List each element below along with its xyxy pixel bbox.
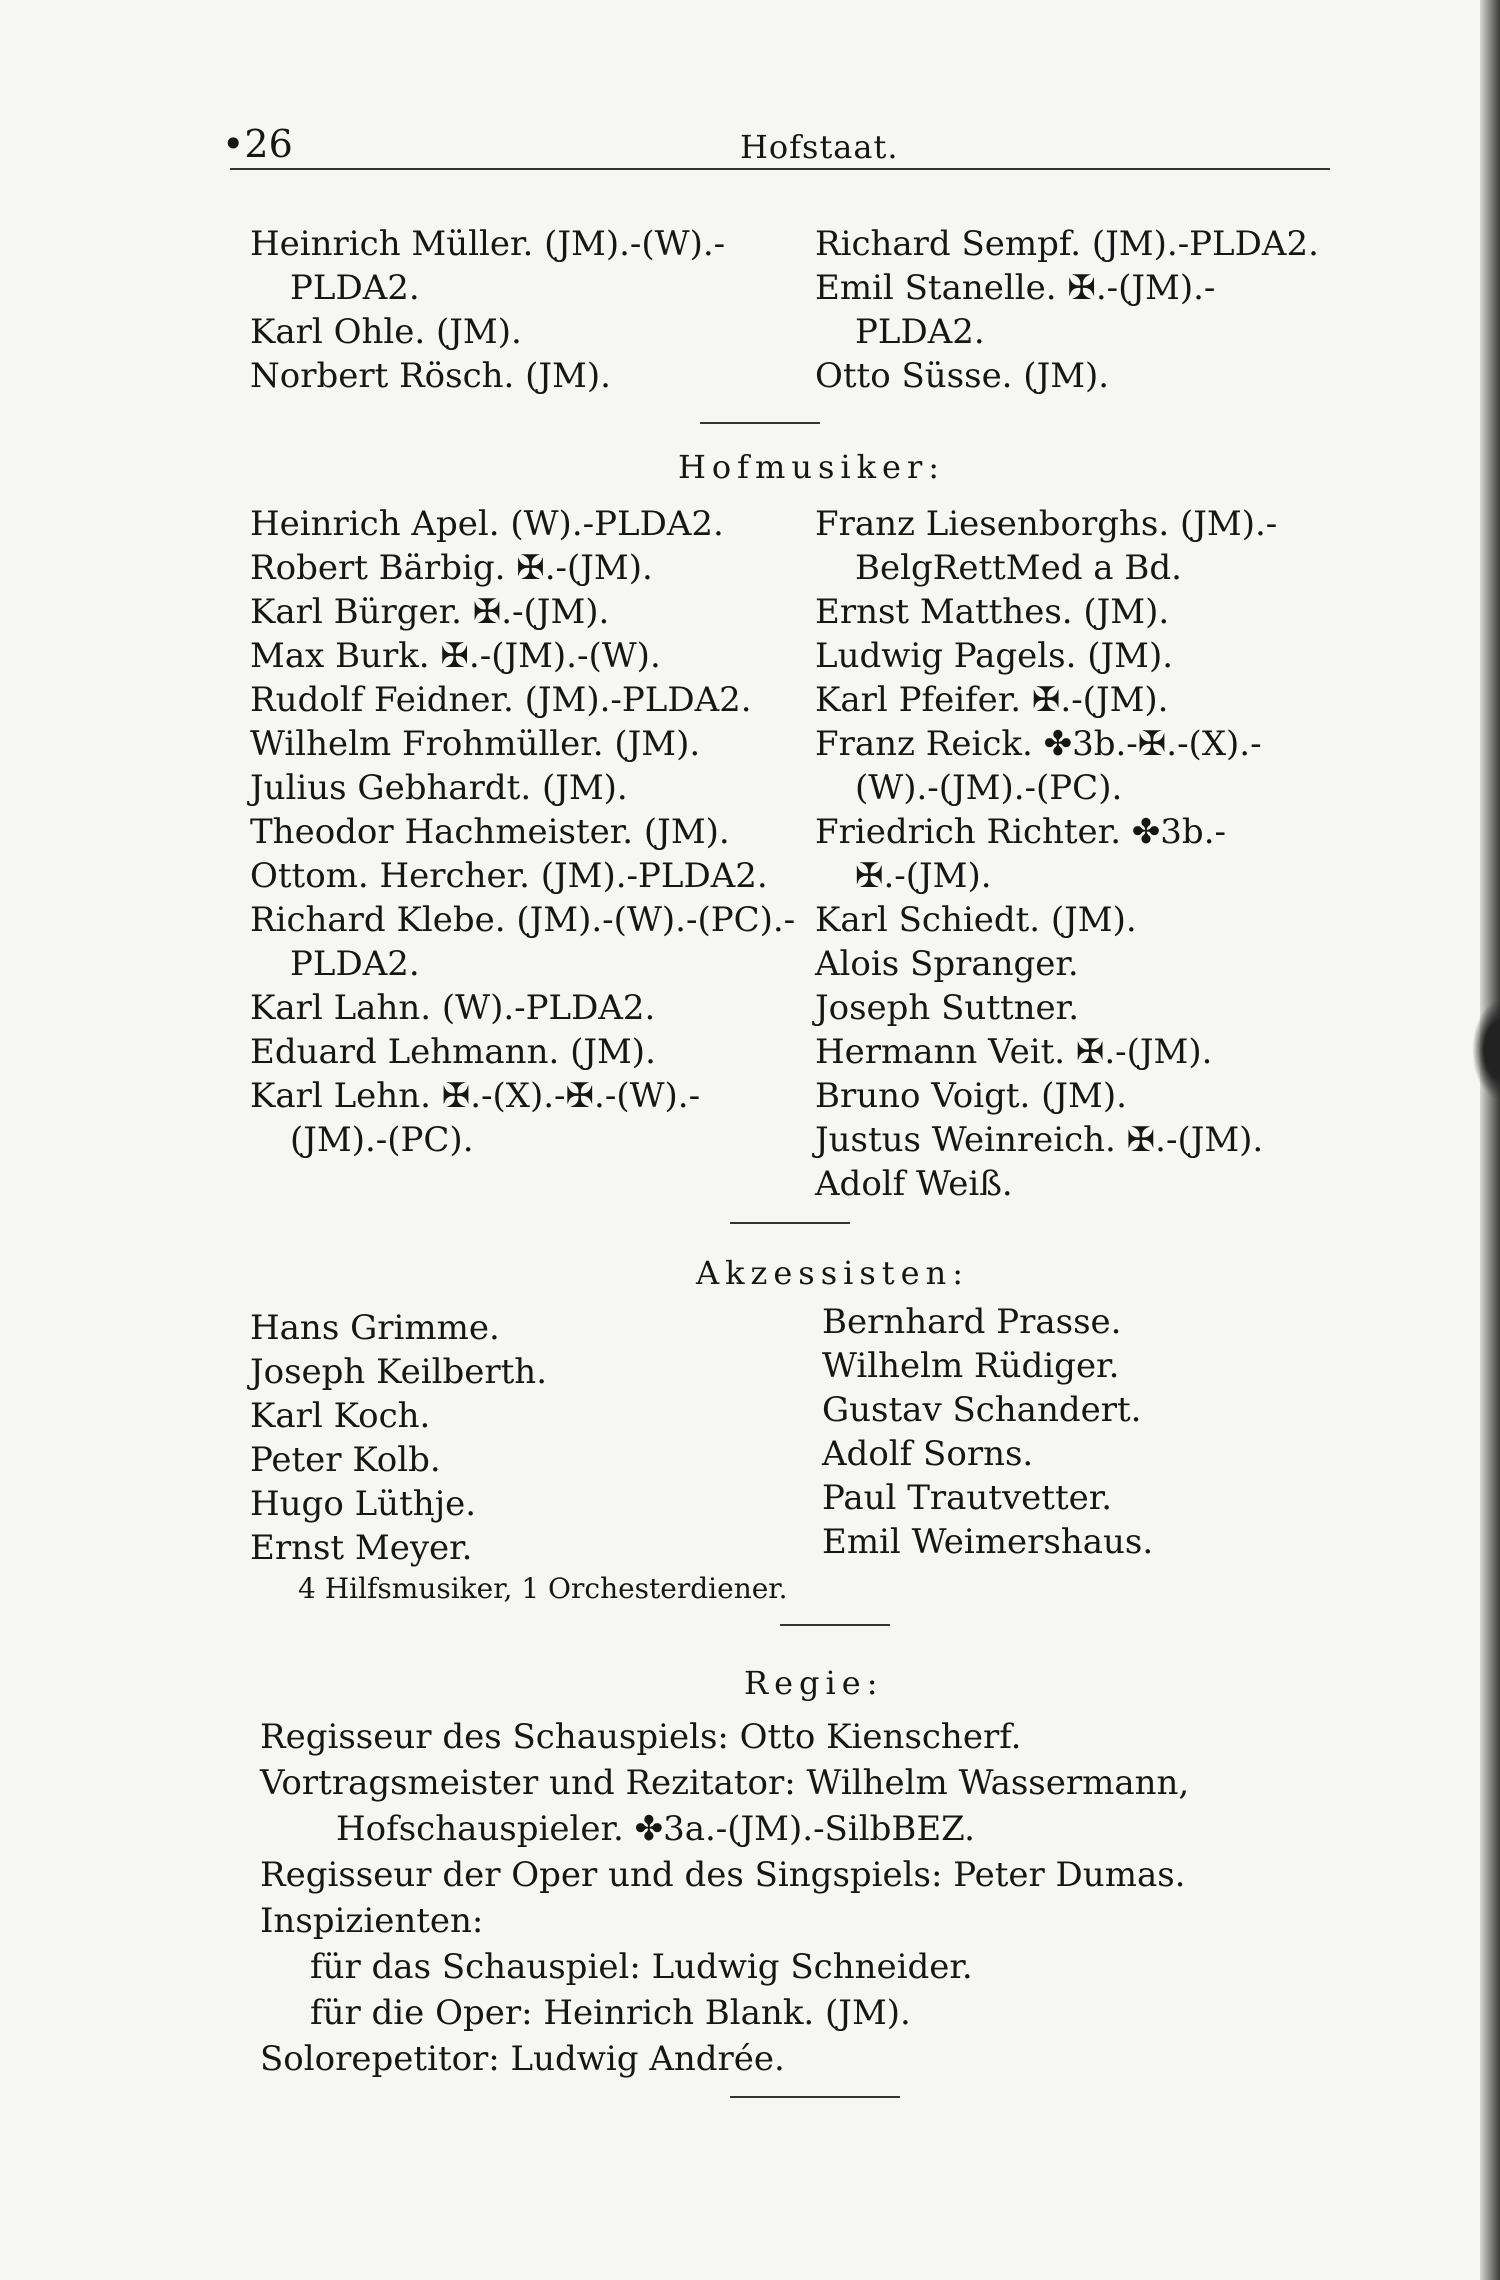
entry: Emil Weimershaus.	[822, 1522, 1154, 1562]
entry: Theodor Hachmeister. (JM).	[250, 812, 730, 852]
entry: Karl Pfeifer. ✠.-(JM).	[815, 680, 1169, 720]
entry: PLDA2.	[855, 312, 985, 352]
top-left-column	[250, 222, 810, 398]
regie-line: Inspizienten:	[260, 1901, 484, 1941]
entry: Adolf Sorns.	[822, 1434, 1034, 1474]
scan-blot	[1472, 1000, 1500, 1100]
entry: Joseph Keilberth.	[250, 1352, 548, 1392]
footer-divider	[730, 2096, 900, 2098]
entry: Wilhelm Frohmüller. (JM).	[250, 724, 701, 764]
entry: Bruno Voigt. (JM).	[815, 1076, 1127, 1116]
entry: Richard Klebe. (JM).-(W).-(PC).-	[250, 900, 796, 940]
entry: Hans Grimme.	[250, 1308, 500, 1348]
section-title-akzessisten: Akzessisten:	[696, 1254, 969, 1292]
entry: Max Burk. ✠.-(JM).-(W).	[250, 636, 661, 676]
hofmusiker-right-column	[815, 502, 1375, 1206]
entry: Wilhelm Rüdiger.	[822, 1346, 1120, 1386]
entry: Eduard Lehmann. (JM).	[250, 1032, 656, 1072]
entry: Franz Reick. ✤3b.-✠.-(X).-	[815, 724, 1262, 764]
entry: Heinrich Apel. (W).-PLDA2.	[250, 504, 724, 544]
regie-line: für das Schauspiel: Ludwig Schneider.	[310, 1947, 973, 1987]
regie-block	[260, 1714, 1380, 2082]
entry: PLDA2.	[290, 268, 420, 308]
section-title-hofmusiker: Hofmusiker:	[678, 448, 946, 486]
regie-line: Hofschauspieler. ✤3a.-(JM).-SilbBEZ.	[336, 1809, 975, 1849]
entry: (JM).-(PC).	[290, 1120, 474, 1160]
entry: Hugo Lüthje.	[250, 1484, 477, 1524]
akzessisten-left-column	[250, 1306, 810, 1570]
entry: Karl Schiedt. (JM).	[815, 900, 1137, 940]
entry: Karl Bürger. ✠.-(JM).	[250, 592, 610, 632]
regie-line: Vortragsmeister und Rezitator: Wilhelm Wassermann,	[260, 1763, 1190, 1803]
entry: PLDA2.	[290, 944, 420, 984]
entry: Karl Lahn. (W).-PLDA2.	[250, 988, 656, 1028]
auxiliary-staff-note: 4 Hilfsmusiker, 1 Orchesterdiener.	[298, 1572, 788, 1605]
entry: Richard Sempf. (JM).-PLDA2.	[815, 224, 1319, 264]
entry: Ernst Meyer.	[250, 1528, 473, 1568]
entry: Ernst Matthes. (JM).	[815, 592, 1170, 632]
entry: Bernhard Prasse.	[822, 1302, 1122, 1342]
running-title: Hofstaat.	[740, 128, 899, 166]
header-rule	[230, 168, 1330, 170]
entry: Ludwig Pagels. (JM).	[815, 636, 1174, 676]
page-number: •26	[222, 122, 293, 166]
entry: Friedrich Richter. ✤3b.-	[815, 812, 1226, 852]
entry: Paul Trautvetter.	[822, 1478, 1113, 1518]
entry: ✠.-(JM).	[855, 856, 992, 896]
entry: Franz Liesenborghs. (JM).-	[815, 504, 1278, 544]
entry: Heinrich Müller. (JM).-(W).-	[250, 224, 726, 264]
entry: Emil Stanelle. ✠.-(JM).-	[815, 268, 1216, 308]
entry: Hermann Veit. ✠.-(JM).	[815, 1032, 1213, 1072]
page-edge-shadow	[1480, 0, 1500, 2280]
regie-line: Regisseur der Oper und des Singspiels: Peter Dumas.	[260, 1855, 1186, 1895]
entry: Rudolf Feidner. (JM).-PLDA2.	[250, 680, 752, 720]
entry: Karl Lehn. ✠.-(X).-✠.-(W).-	[250, 1076, 701, 1116]
hofmusiker-left-column	[250, 502, 810, 1162]
regie-line: für die Oper: Heinrich Blank. (JM).	[310, 1993, 911, 2033]
section-divider	[780, 1624, 890, 1626]
entry: Ottom. Hercher. (JM).-PLDA2.	[250, 856, 768, 896]
entry: Alois Spranger.	[815, 944, 1079, 984]
entry: Norbert Rösch. (JM).	[250, 356, 611, 396]
regie-line: Solorepetitor: Ludwig Andrée.	[260, 2039, 785, 2079]
section-title-regie: Regie:	[744, 1664, 884, 1702]
entry: Joseph Suttner.	[815, 988, 1079, 1028]
section-divider	[730, 1222, 850, 1224]
entry: Karl Ohle. (JM).	[250, 312, 522, 352]
entry: Justus Weinreich. ✠.-(JM).	[815, 1120, 1264, 1160]
top-right-column	[815, 222, 1375, 398]
section-divider	[700, 422, 820, 424]
entry: BelgRettMed a Bd.	[855, 548, 1182, 588]
entry: Otto Süsse. (JM).	[815, 356, 1110, 396]
entry: Julius Gebhardt. (JM).	[250, 768, 628, 808]
entry: Peter Kolb.	[250, 1440, 441, 1480]
entry: (W).-(JM).-(PC).	[855, 768, 1123, 808]
entry: Karl Koch.	[250, 1396, 431, 1436]
entry: Robert Bärbig. ✠.-(JM).	[250, 548, 653, 588]
entry: Gustav Schandert.	[822, 1390, 1142, 1430]
akzessisten-right-column	[822, 1300, 1382, 1564]
entry: Adolf Weiß.	[815, 1164, 1013, 1204]
regie-line: Regisseur des Schauspiels: Otto Kienscherf.	[260, 1717, 1022, 1757]
